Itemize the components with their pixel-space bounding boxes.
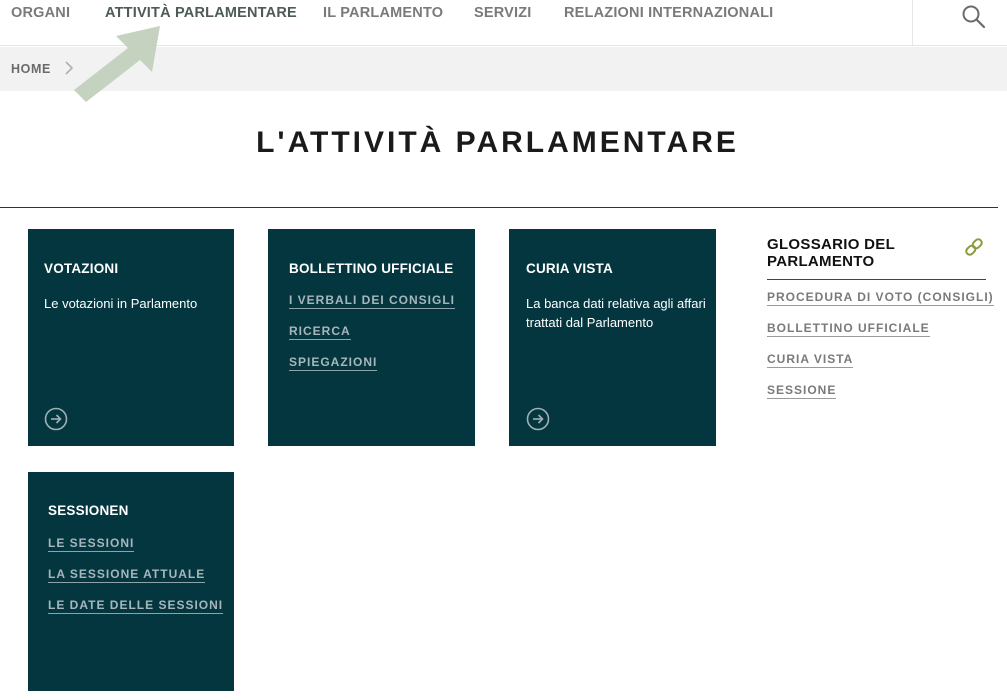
glossary-link-bollettino[interactable]: BOLLETTINO UFFICIALE [767, 321, 930, 335]
link-le-sessioni[interactable]: LE SESSIONI [48, 536, 135, 550]
title-divider [0, 207, 998, 208]
arrow-right-circle-icon[interactable] [44, 407, 68, 431]
card-description: Le votazioni in Parlamento [44, 296, 198, 311]
card-votazioni[interactable] [28, 229, 234, 446]
glossary-link-procedura-voto[interactable]: PROCEDURA DI VOTO (CONSIGLI) [767, 290, 994, 304]
link-sessione-attuale[interactable]: LA SESSIONE ATTUALE [48, 567, 206, 581]
nav-item-relazioni-internazionali[interactable]: RELAZIONI INTERNAZIONALI [564, 5, 774, 21]
card-bollettino-ufficiale [268, 229, 475, 446]
glossary-title: GLOSSARIO DEL PARLAMENTO [767, 236, 895, 270]
card-title: CURIA VISTA [526, 261, 613, 276]
nav-item-il-parlamento[interactable]: IL PARLAMENTO [323, 5, 444, 21]
nav-item-attivita-parlamentare[interactable]: ATTIVITÀ PARLAMENTARE [105, 5, 297, 21]
link-icon[interactable] [963, 236, 985, 258]
link-verbali-consigli[interactable]: I VERBALI DEI CONSIGLI [289, 293, 456, 307]
card-description: La banca dati relativa agli affari trattati dal Parlamento [526, 296, 706, 330]
search-button[interactable] [912, 0, 1007, 46]
card-sessionen [28, 472, 234, 691]
glossary-link-sessione[interactable]: SESSIONE [767, 383, 837, 397]
link-date-sessioni[interactable]: LE DATE DELLE SESSIONI [48, 598, 224, 612]
card-title: BOLLETTINO UFFICIALE [289, 261, 454, 276]
card-curia-vista[interactable] [509, 229, 716, 446]
card-title: VOTAZIONI [44, 261, 119, 276]
annotation-arrow-icon [72, 22, 164, 104]
glossary-link-curia-vista[interactable]: CURIA VISTA [767, 352, 854, 366]
glossary-divider [767, 279, 986, 280]
arrow-right-circle-icon[interactable] [526, 407, 550, 431]
breadcrumb-home-link[interactable]: HOME [11, 62, 51, 76]
link-spiegazioni[interactable]: SPIEGAZIONI [289, 355, 378, 369]
nav-item-organi[interactable]: ORGANI [11, 5, 71, 21]
nav-item-servizi[interactable]: SERVIZI [474, 5, 532, 21]
search-icon [961, 4, 987, 30]
link-ricerca[interactable]: RICERCA [289, 324, 351, 338]
page-title: L'ATTIVITÀ PARLAMENTARE [256, 126, 739, 159]
card-title: SESSIONEN [48, 503, 129, 518]
